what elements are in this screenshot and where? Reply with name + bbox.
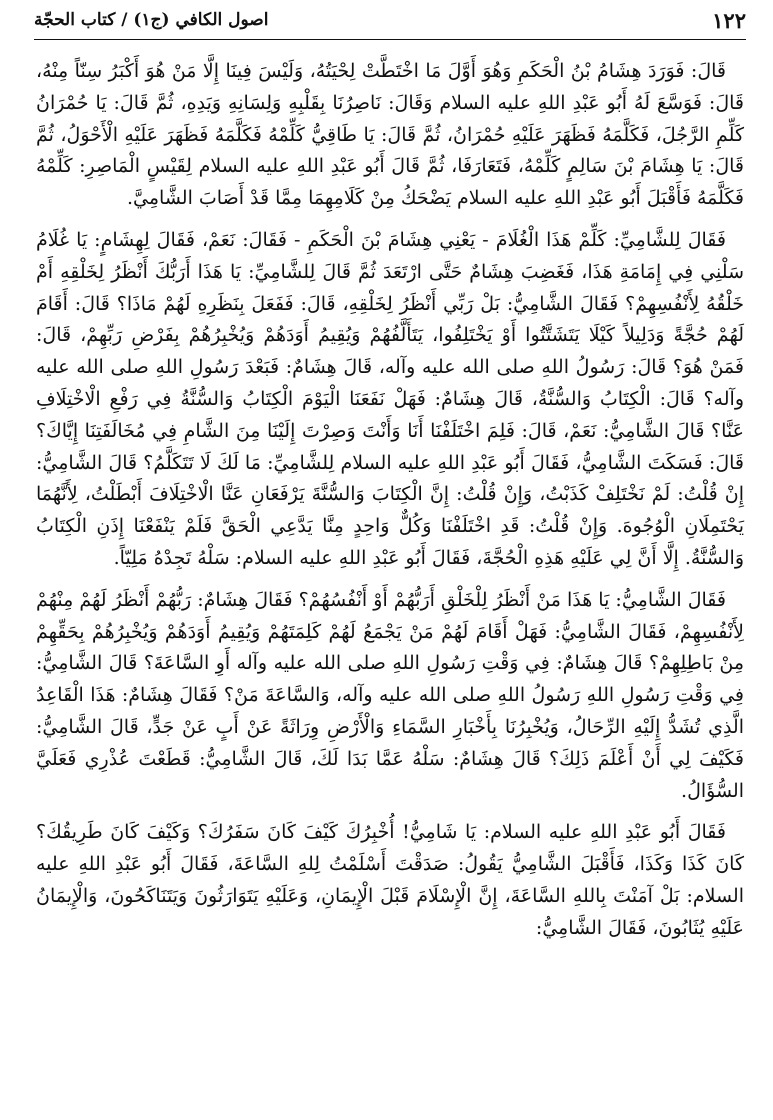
paragraph-3: فَقَالَ الشَّامِيُّ: يَا هَذَا مَنْ أَنْظَرُ لِلْخَلْقِ أَرَبُّهُمْ أَوْ أَنْفُسُهُمْ؟ فَقَالَ هِشَامٌ: رَبُّهُمْ أَنْظَرُ لَهُمْ مِنْهُمْ لِأَنْفُسِهِمْ، فَقَالَ الشَّامِيُّ: فَهَلْ أَقَامَ لَهُمْ مَنْ يَجْمَعُ لَهُمْ كَلِمَتَهُمْ وَيُقِيمُ أَوَدَهُمْ وَيُخْبِرُهُمْ بِحَقِّهِمْ مِنْ بَاطِلِهِمْ؟ قَالَ هِشَامٌ: فِي وَقْتِ رَسُولِ اللهِ صلى الله عليه وآله أَوِ السَّاعَةَ؟ قَالَ الشَّامِيُّ: فِي وَقْتِ رَسُولِ اللهِ رَسُولُ اللهِ صلى الله عليه وآله، وَالسَّاعَةَ مَنْ؟ فَقَالَ هِشَامٌ: هَذَا الْقَاعِدُ الَّذِي تُشَدُّ إِلَيْهِ الرِّحَالُ، وَيُخْبِرُنَا بِأَخْبَارِ السَّمَاءِ وَالْأَرْضِ وِرَاثَةً عَنْ أَبٍ عَنْ جَدٍّ، قَالَ الشَّامِيُّ: فَكَيْفَ لِي أَنْ أَعْلَمَ ذَلِكَ؟ قَالَ هِشَامٌ: سَلْهُ عَمَّا بَدَا لَكَ، قَالَ الشَّامِيُّ: قَطَعْتَ عُذْرِي فَعَلَيَّ السُّؤَالُ. [36, 588, 744, 802]
header-rule [34, 39, 746, 40]
page-header [34, 8, 746, 38]
page-body [36, 56, 744, 945]
running-title: اصول الكافي (ج١) / كتاب الحجّة [34, 10, 269, 30]
paragraph-4: فَقَالَ أَبُو عَبْدِ اللهِ عليه السلام: يَا شَامِيُّ! أُخْبِرُكَ كَيْفَ كَانَ سَفَرُكَ؟ وَكَيْفَ كَانَ طَرِيقُكَ؟ كَانَ كَذَا وَكَذَا، فَأَقْبَلَ الشَّامِيُّ يَقُولُ: صَدَقْتَ أَسْلَمْتُ لِلهِ السَّاعَةَ، فَقَالَ أَبُو عَبْدِ اللهِ عليه السلام: بَلْ آمَنْتَ بِاللهِ السَّاعَةَ، إِنَّ الْإِسْلَامَ قَبْلَ الْإِيمَانِ، وَعَلَيْهِ يَتَوَارَثُونَ وَيَتَنَاكَحُونَ، وَالْإِيمَانُ عَلَيْهِ يُثَابُونَ، فَقَالَ الشَّامِيُّ: [36, 821, 744, 939]
page-number: ١٢٢ [712, 8, 746, 33]
paragraph-2: فَقَالَ لِلشَّامِيِّ: كَلِّمْ هَذَا الْغُلَامَ - يَعْنِي هِشَامَ بْنَ الْحَكَمِ - فَقَالَ: نَعَمْ، فَقَالَ لِهِشَامٍ: يَا غُلَامُ سَلْنِي فِي إِمَامَةِ هَذَا، فَغَضِبَ هِشَامٌ حَتَّى ارْتَعَدَ ثُمَّ قَالَ لِلشَّامِيِّ: يَا هَذَا أَرَبُّكَ أَنْظَرُ لِخَلْقِهِ أَمْ خَلْقُهُ لِأَنْفُسِهِمْ؟ فَقَالَ الشَّامِيُّ: بَلْ رَبِّي أَنْظَرُ لِخَلْقِهِ، قَالَ: فَفَعَلَ بِنَظَرِهِ لَهُمْ مَاذَا؟ قَالَ: أَقَامَ لَهُمْ حُجَّةً وَدَلِيلاً كَيْلَا يَتَشَتَّتُوا أَوْ يَخْتَلِفُوا، يَتَأَلَّفُهُمْ وَيُقِيمُ أَوَدَهُمْ وَيُخْبِرُهُمْ بِفَرْضِ رَبِّهِمْ، قَالَ: فَمَنْ هُوَ؟ قَالَ: رَسُولُ اللهِ صلى الله عليه وآله، قَالَ هِشَامٌ: فَبَعْدَ رَسُولِ اللهِ صلى الله عليه وآله؟ قَالَ: الْكِتَابُ وَالسُّنَّةُ، قَالَ هِشَامٌ: فَهَلْ نَفَعَنَا الْيَوْمَ الْكِتَابُ وَالسُّنَّةُ فِي رَفْعِ الْاخْتِلَافِ عَنَّا؟ قَالَ الشَّامِيُّ: نَعَمْ، قَالَ: فَلِمَ اخْتَلَفْنَا أَنَا وَأَنْتَ وَصِرْتَ إِلَيْنَا مِنَ الشَّامِ فِي مُخَالَفَتِنَا إِيَّاكَ؟ قَالَ: فَسَكَتَ الشَّامِيُّ، فَقَالَ أَبُو عَبْدِ اللهِ عليه السلام لِلشَّامِيِّ: مَا لَكَ لَا تَتَكَلَّمُ؟ قَالَ الشَّامِيُّ: إِنْ قُلْتُ: لَمْ نَخْتَلِفْ كَذَبْتُ، وَإِنْ قُلْتُ: إِنَّ الْكِتَابَ وَالسُّنَّةَ يَرْفَعَانِ عَنَّا الْاخْتِلَافَ أَبْطَلْتُ، لِأَنَّهُمَا يَحْتَمِلَانِ الْوُجُوهَ. وَإِنْ قُلْتُ: قَدِ اخْتَلَفْنَا وَكُلٌّ وَاحِدٍ مِنَّا يَدَّعِي الْحَقَّ فَلَمْ يَنْفَعْنَا إِذَنِ الْكِتَابُ وَالسُّنَّةُ. إِلَّا أَنَّ لِي عَلَيْهِ هَذِهِ الْحُجَّةَ، فَقَالَ أَبُو عَبْدِ اللهِ عليه السلام: سَلْهُ تَجِدْهُ مَلِيّاً. [36, 228, 744, 569]
paragraph-1: قَالَ: فَوَرَدَ هِشَامُ بْنُ الْحَكَمِ وَهُوَ أَوَّلَ مَا اخْتَطَّتْ لِحْيَتُهُ، وَلَيْسَ فِينَا إِلَّا مَنْ هُوَ أَكْبَرُ سِنّاً مِنْهُ، قَالَ: فَوَسَّعَ لَهُ أَبُو عَبْدِ اللهِ عليه السلام وَقَالَ: نَاصِرُنَا بِقَلْبِهِ وَلِسَانِهِ وَيَدِهِ، ثُمَّ قَالَ: يَا حُمْرَانُ كَلِّمِ الرَّجُلَ، فَكَلَّمَهُ فَظَهَرَ عَلَيْهِ حُمْرَانُ، ثُمَّ قَالَ: يَا طَاقِيُّ كَلِّمْهُ فَكَلَّمَهُ فَظَهَرَ عَلَيْهِ الْأَحْوَلُ، ثُمَّ قَالَ: يَا هِشَامَ بْنَ سَالِمٍ كَلِّمْهُ، فَتَعَارَفَا، ثُمَّ قَالَ أَبُو عَبْدِ اللهِ عليه السلام لِقَيْسٍ الْمَاصِرِ: كَلِّمْهُ فَكَلَّمَهُ فَأَقْبَلَ أَبُو عَبْدِ اللهِ عليه السلام يَضْحَكُ مِنْ كَلَامِهِمَا مِمَّا قَدْ أَصَابَ الشَّامِيَّ. [36, 60, 744, 210]
